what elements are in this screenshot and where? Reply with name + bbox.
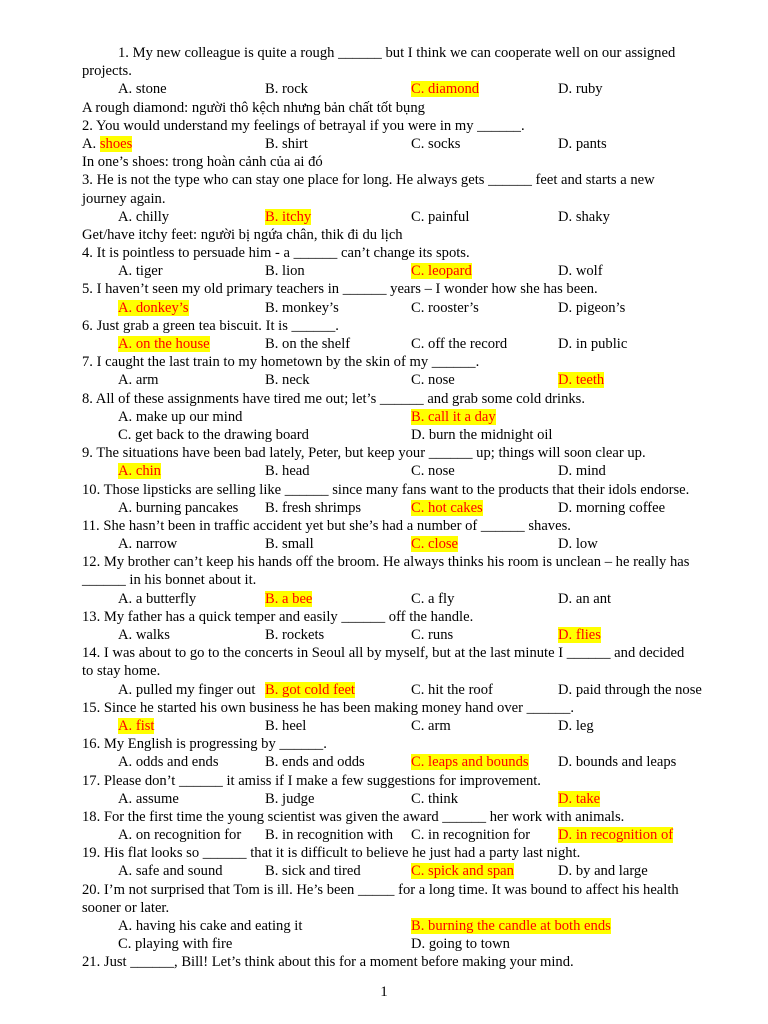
answer-option — [118, 335, 210, 353]
question-stem-line: 11. She hasn’t been in traffic accident yet but she’s had a number of ______ shaves. — [82, 517, 571, 534]
options-row — [82, 917, 728, 935]
answer-option — [411, 753, 529, 771]
answer-option: C. arm — [411, 717, 451, 734]
answer-option: B. head — [265, 463, 310, 480]
correct-answer-highlight: C. leopard — [411, 263, 472, 280]
question-stem-line: 6. Just grab a green tea biscuit. It is ______. — [82, 317, 339, 334]
answer-option: A. having his cake and eating it — [118, 918, 303, 934]
question-stem-line: 5. I haven’t seen my old primary teachers in ______ years – I wonder how she has been. — [82, 281, 598, 298]
options-row — [82, 935, 728, 953]
question-stem-line: 13. My father has a quick temper and easily ______ off the handle. — [82, 608, 474, 625]
options-row — [82, 626, 728, 644]
options-row — [82, 426, 728, 444]
question-stem-line: projects. — [82, 63, 132, 80]
question-stem-line: 18. For the first time the young scientist was given the award ______ her work with animals. — [82, 808, 625, 825]
idiom-explanation: A rough diamond: người thô kệch nhưng bản chất tốt bụng — [82, 99, 425, 116]
answer-option — [411, 499, 483, 517]
correct-answer-highlight: B. itchy — [265, 208, 312, 225]
answer-option: C. hit the roof — [411, 681, 493, 698]
answer-option: C. painful — [411, 208, 470, 225]
answer-option: D. burn the midnight oil — [411, 426, 553, 443]
answer-option: D. shaky — [558, 208, 610, 225]
question-item — [82, 444, 728, 480]
answer-option — [558, 371, 604, 389]
answer-option — [265, 208, 311, 226]
correct-answer-highlight: D. flies — [558, 627, 601, 643]
question-stem-line: 15. Since he started his own business he has been making money hand over ______. — [82, 699, 575, 716]
answer-option: D. in public — [558, 336, 628, 352]
idiom-explanation: Get/have itchy feet: người bị ngứa chân, thik đi du lịch — [82, 226, 403, 243]
correct-answer-highlight: A. donkey’s — [118, 299, 189, 316]
question-stem-line: 8. All of these assignments have tired me out; let’s ______ and grab some cold drinks. — [82, 390, 585, 407]
correct-answer-highlight: A. fist — [118, 717, 155, 734]
answer-option: D. going to town — [411, 936, 510, 953]
answer-option: D. paid through the nose — [558, 681, 702, 698]
answer-option: B. monkey’s — [265, 299, 339, 316]
answer-option: D. morning coffee — [558, 499, 666, 516]
options-row — [82, 717, 728, 735]
answer-option — [558, 626, 601, 644]
answer-option: A. burning pancakes — [118, 499, 239, 516]
question-item — [82, 953, 728, 971]
question-stem-line: 19. His flat looks so ______ that it is difficult to believe he just had a party last night. — [82, 845, 581, 862]
answer-option — [411, 80, 479, 98]
options-row — [82, 462, 728, 480]
correct-answer-highlight: D. in recognition of — [558, 827, 674, 844]
correct-answer-highlight: D. take — [558, 790, 601, 807]
question-stem-line: 16. My English is progressing by ______. — [82, 736, 327, 753]
answer-option: A. tiger — [118, 263, 163, 280]
answer-option: B. in recognition with — [265, 827, 394, 844]
answer-option: B. small — [265, 536, 314, 553]
answer-option: A. a butterfly — [118, 590, 197, 607]
question-item — [82, 735, 728, 771]
options-row — [82, 80, 728, 98]
answer-option: C. get back to the drawing board — [118, 426, 309, 443]
options-row — [82, 681, 728, 699]
correct-answer-highlight: B. call it a day — [411, 408, 496, 425]
answer-option: D. low — [558, 536, 598, 553]
options-row — [82, 208, 728, 226]
answer-option: A. on recognition for — [118, 827, 242, 844]
correct-answer-highlight: C. hot cakes — [411, 499, 483, 516]
question-item — [82, 171, 728, 244]
answer-option: D. mind — [558, 463, 606, 480]
answer-option — [265, 681, 355, 699]
question-stem-line: journey again. — [82, 190, 166, 207]
correct-answer-highlight: A. on the house — [118, 336, 210, 352]
options-row — [82, 135, 728, 153]
answer-option: D. leg — [558, 717, 594, 734]
question-stem-line: 12. My brother can’t keep his hands off the broom. He always thinks his room is unclean – he really has — [82, 554, 690, 571]
answer-option — [558, 790, 600, 808]
correct-answer-highlight: shoes — [99, 135, 133, 152]
idiom-explanation: In one’s shoes: trong hoàn cảnh của ai đó — [82, 154, 323, 171]
options-row — [82, 826, 728, 844]
answer-option: A. chilly — [118, 208, 170, 225]
options-row — [82, 262, 728, 280]
answer-option — [411, 262, 472, 280]
question-stem-line: 2. You would understand my feelings of betrayal if you were in my ______. — [82, 117, 525, 134]
options-row — [82, 335, 728, 353]
answer-option — [118, 299, 189, 317]
options-row — [82, 535, 728, 553]
answer-option: C. rooster’s — [411, 299, 479, 316]
correct-answer-highlight: D. teeth — [558, 372, 605, 389]
options-row — [82, 299, 728, 317]
answer-option: C. off the record — [411, 336, 508, 352]
answer-option: A. pulled my finger out — [118, 681, 256, 698]
question-item — [82, 808, 728, 844]
answer-option: A. walks — [118, 627, 170, 643]
answer-option: C. playing with fire — [118, 936, 233, 953]
answer-option — [118, 717, 154, 735]
question-item — [82, 117, 728, 172]
question-item — [82, 772, 728, 808]
answer-option: B. neck — [265, 372, 310, 389]
question-item — [82, 517, 728, 553]
correct-answer-highlight: C. spick and span — [411, 863, 514, 880]
answer-option — [411, 862, 514, 880]
answer-option: D. pants — [558, 135, 607, 152]
answer-option: B. judge — [265, 790, 315, 807]
answer-option: B. sick and tired — [265, 863, 361, 880]
answer-option — [82, 135, 132, 153]
options-row — [82, 790, 728, 808]
answer-option: D. an ant — [558, 590, 612, 607]
answer-option: D. bounds and leaps — [558, 754, 677, 771]
question-item — [82, 481, 728, 517]
answer-option — [558, 826, 673, 844]
answer-option: B. ends and odds — [265, 754, 365, 771]
answer-option: D. wolf — [558, 263, 603, 280]
options-row — [82, 753, 728, 771]
question-stem-line: sooner or later. — [82, 899, 170, 916]
question-stem-line: 14. I was about to go to the concerts in Seoul all by myself, but at the last minute I ______ and decided — [82, 645, 685, 662]
question-stem-line: 10. Those lipsticks are selling like ______ since many fans want to the products that their idols endorse. — [82, 481, 690, 498]
answer-option: C. in recognition for — [411, 827, 531, 844]
answer-option: B. on the shelf — [265, 336, 351, 352]
answer-option: C. nose — [411, 463, 455, 480]
correct-answer-highlight: B. burning the candle at both ends — [411, 918, 611, 934]
question-stem-line: 7. I caught the last train to my hometown by the skin of my ______. — [82, 354, 480, 371]
answer-option: A. arm — [118, 372, 159, 389]
answer-option — [411, 917, 611, 935]
question-item — [82, 44, 728, 117]
answer-option: D. by and large — [558, 863, 648, 880]
answer-option: B. heel — [265, 717, 307, 734]
question-item — [82, 644, 728, 699]
question-stem-line: 17. Please don’t ______ it amiss if I make a few suggestions for improvement. — [82, 772, 541, 789]
question-item — [82, 608, 728, 644]
answer-option — [118, 462, 161, 480]
answer-option: A. odds and ends — [118, 754, 219, 771]
option-letter: A. — [82, 135, 100, 152]
options-row — [82, 590, 728, 608]
answer-option: B. rockets — [265, 627, 325, 643]
question-item — [82, 844, 728, 880]
answer-option: A. safe and sound — [118, 863, 223, 880]
answer-option: C. runs — [411, 627, 454, 643]
question-stem-line: 20. I’m not surprised that Tom is ill. He’s been _____ for a long time. It was bound to affect his health — [82, 881, 679, 898]
question-stem-line: 4. It is pointless to persuade him - a ______ can’t change its spots. — [82, 245, 470, 262]
answer-option: B. lion — [265, 263, 305, 280]
answer-option: C. a fly — [411, 590, 455, 607]
correct-answer-highlight: B. a bee — [265, 590, 313, 607]
answer-option: C. think — [411, 790, 459, 807]
question-stem-line: to stay home. — [82, 663, 161, 680]
answer-option: A. narrow — [118, 536, 178, 553]
answer-option: B. fresh shrimps — [265, 499, 362, 516]
correct-answer-highlight: C. diamond — [411, 81, 480, 98]
question-item — [82, 317, 728, 353]
question-item — [82, 699, 728, 735]
question-stem-line: ______ in his bonnet about it. — [82, 572, 257, 589]
answer-option: A. stone — [118, 81, 167, 98]
question-stem-line: 1. My new colleague is quite a rough ______ but I think we can cooperate well on our assigned — [118, 45, 676, 61]
correct-answer-highlight: C. close — [411, 536, 459, 553]
answer-option — [411, 408, 496, 426]
options-row — [82, 408, 728, 426]
question-item — [82, 244, 728, 280]
question-item — [82, 390, 728, 445]
question-item — [82, 553, 728, 608]
answer-option: A. assume — [118, 790, 179, 807]
answer-option — [265, 590, 312, 608]
answer-option: C. nose — [411, 372, 455, 389]
answer-option: D. pigeon’s — [558, 299, 626, 316]
answer-option: C. socks — [411, 135, 461, 152]
answer-option: A. make up our mind — [118, 408, 243, 425]
correct-answer-highlight: A. chin — [118, 463, 161, 480]
question-item — [82, 280, 728, 316]
question-stem-line: 21. Just ______, Bill! Let’s think about this for a moment before making your mind. — [82, 954, 574, 971]
question-stem-line: 3. He is not the type who can stay one place for long. He always gets ______ feet and starts a new — [82, 172, 655, 189]
question-item — [82, 353, 728, 389]
correct-answer-highlight: B. got cold feet — [265, 681, 355, 698]
page-number: 1 — [380, 984, 388, 1000]
question-list — [82, 44, 728, 972]
question-stem-line: 9. The situations have been bad lately, Peter, but keep your ______ up; things will soon clear up. — [82, 445, 646, 462]
answer-option: D. ruby — [558, 81, 603, 98]
answer-option: B. rock — [265, 81, 308, 98]
options-row — [82, 499, 728, 517]
options-row — [82, 371, 728, 389]
answer-option: B. shirt — [265, 135, 308, 152]
answer-option — [411, 535, 458, 553]
options-row — [82, 862, 728, 880]
question-item — [82, 881, 728, 954]
correct-answer-highlight: C. leaps and bounds — [411, 754, 529, 771]
